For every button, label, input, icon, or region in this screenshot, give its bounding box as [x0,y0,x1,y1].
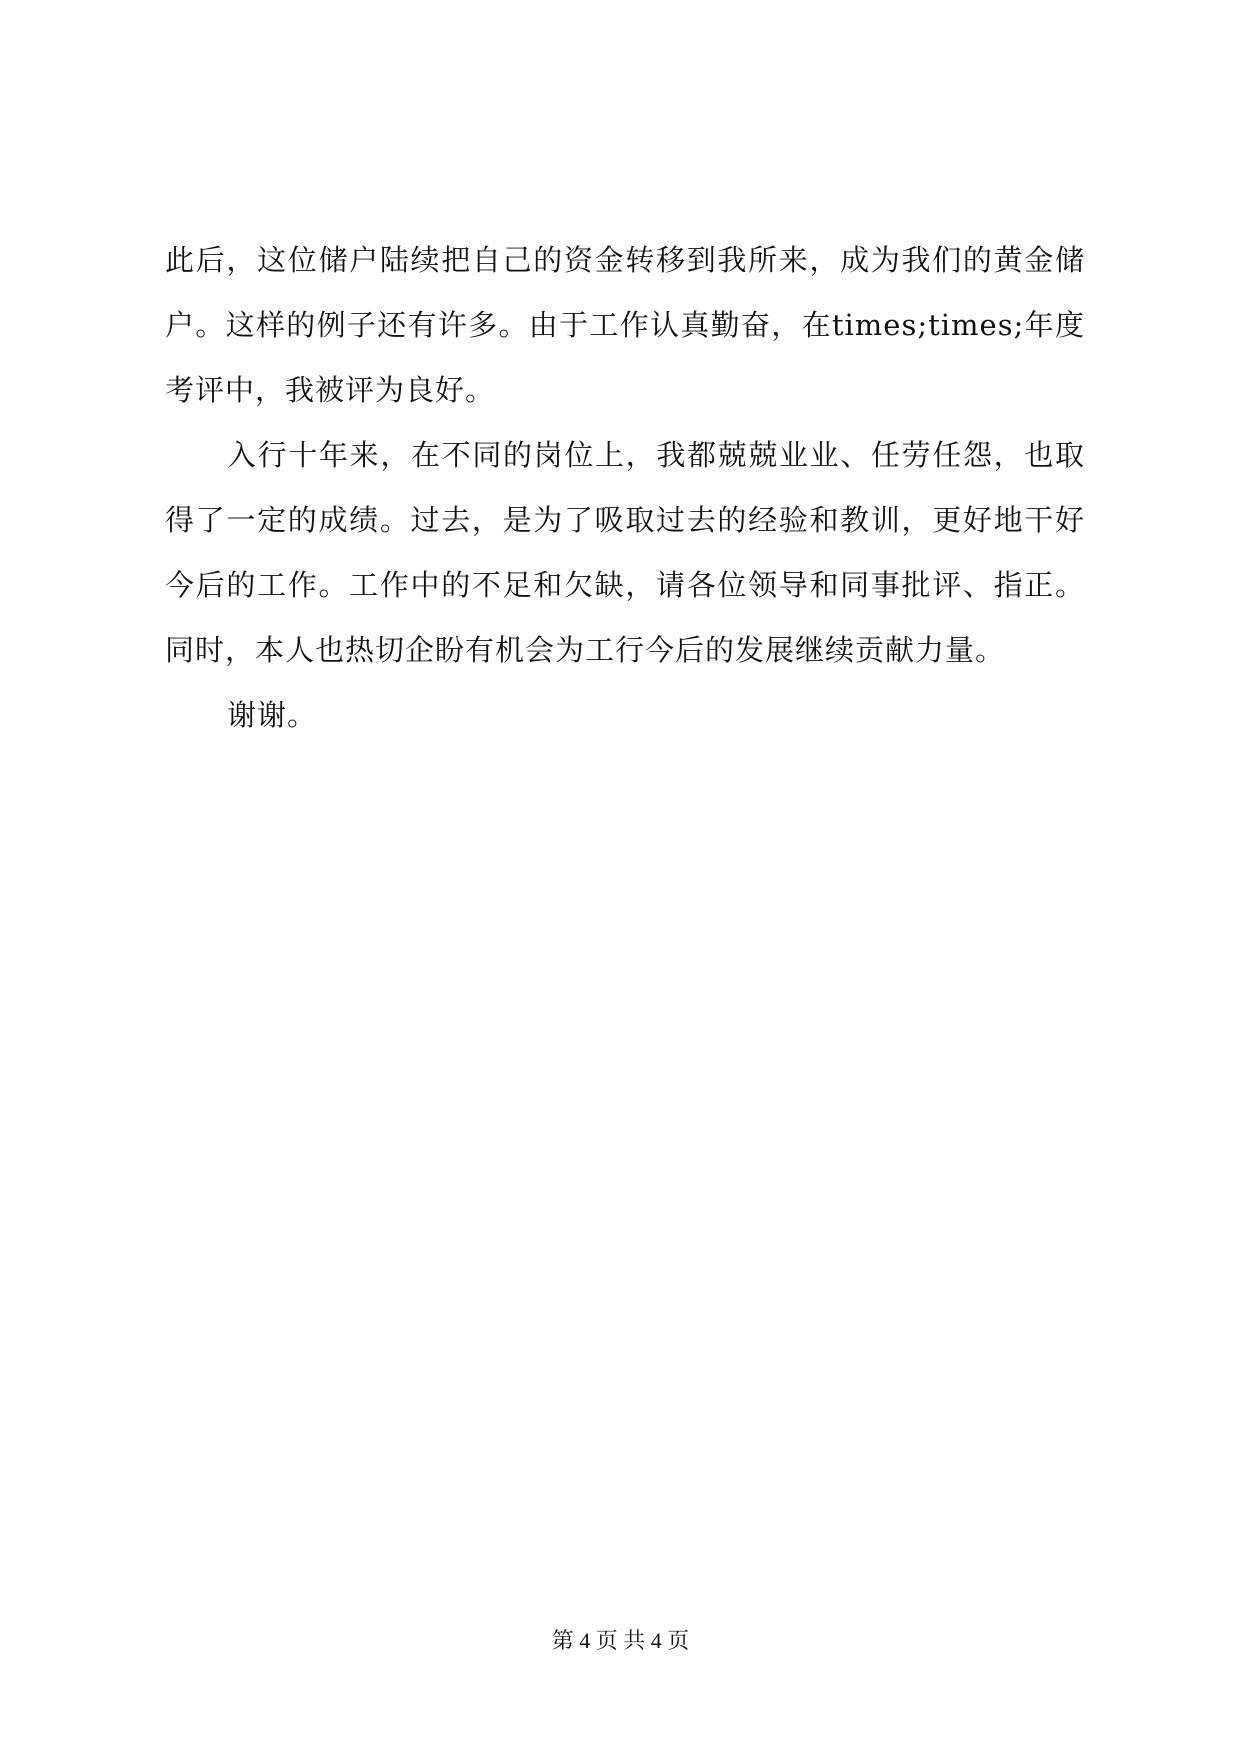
paragraph-thanks: 谢谢。 [227,698,318,732]
paragraph-continuation: 此后，这位储户陆续把自己的资金转移到我所来，成为我们的黄金储户。这样的例子还有许多。由于工作认真勤奋，在times;times;年度考评中，我被评为良好。 [165,243,1085,407]
paragraph-summary: 入行十年来，在不同的岗位上，我都兢兢业业、任劳任怨，也取得了一定的成绩。过去，是为了吸取过去的经验和教训，更好地干好今后的工作。工作中的不足和欠缺，请各位领导和同事批评、指正。同时，本人也热切企盼有机会为工行今后的发展继续贡献力量。 [165,438,1085,667]
document-body [165,228,1085,748]
page-number-footer: 第 4 页 共 4 页 [551,1628,690,1653]
